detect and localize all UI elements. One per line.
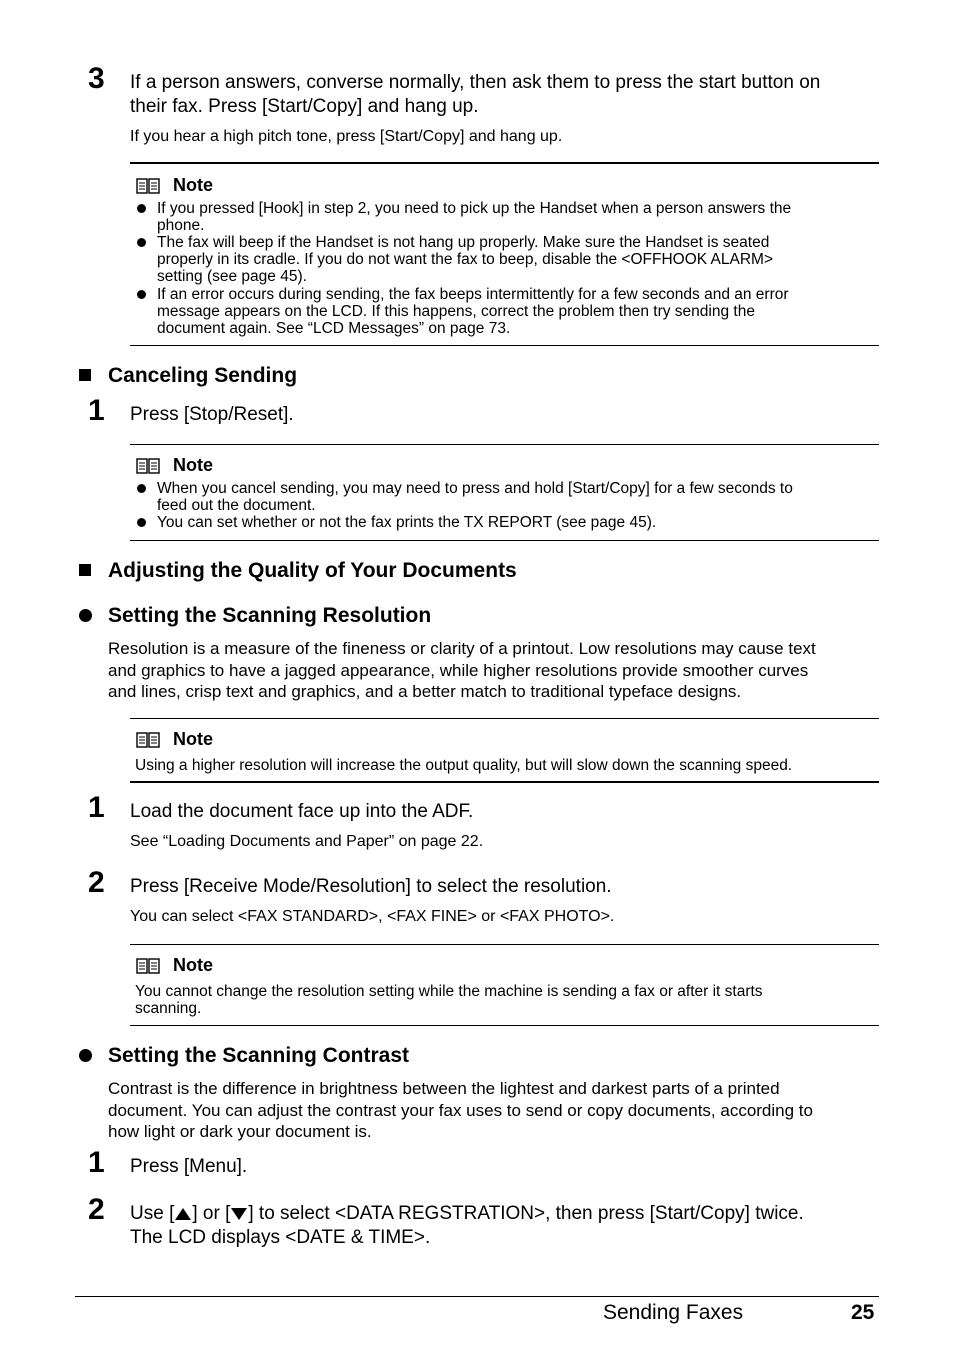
round-bullet-icon xyxy=(79,609,92,622)
paragraph-line: and lines, crisp text and graphics, and a better match to traditional typeface designs. xyxy=(108,682,742,701)
note-title: Note xyxy=(173,955,213,975)
paragraph-line: Contrast is the difference in brightness between the lightest and darkest parts of a printed xyxy=(108,1079,780,1098)
footer-section-title: Sending Faxes xyxy=(603,1301,744,1324)
paragraph-line: and graphics to have a jagged appearance, while higher resolutions provide smoother curves xyxy=(108,661,809,680)
note-title: Note xyxy=(173,729,213,749)
step-number: 2 xyxy=(88,866,105,899)
note-text: Using a higher resolution will increase the output quality, but will slow down the scanning speed. xyxy=(135,757,793,774)
note-item-line: properly in its cradle. If you do not want the fax to beep, disable the <OFFHOOK ALARM> xyxy=(157,251,774,268)
step-text: Press [Receive Mode/Resolution] to select the resolution. xyxy=(130,876,612,897)
paragraph-line: how light or dark your document is. xyxy=(108,1122,372,1141)
square-bullet-icon xyxy=(79,369,91,381)
book-icon xyxy=(136,178,160,194)
note-text-line: scanning. xyxy=(135,1000,202,1017)
step-subtext: See “Loading Documents and Paper” on page 22. xyxy=(130,833,484,850)
note-item-line: You can set whether or not the fax prints the TX REPORT (see page 45). xyxy=(157,514,657,531)
section-heading: Canceling Sending xyxy=(108,364,298,387)
note-top-rule xyxy=(130,162,879,164)
book-icon xyxy=(136,958,160,974)
step-subtext: You can select <FAX STANDARD>, <FAX FINE> or <FAX PHOTO>. xyxy=(130,908,615,925)
note-bottom-rule xyxy=(130,1025,879,1026)
note-top-rule xyxy=(130,944,879,945)
note-title: Note xyxy=(173,455,213,475)
note-item-line: If an error occurs during sending, the fax beeps intermittently for a few seconds and an error xyxy=(157,286,789,303)
round-bullet-icon xyxy=(79,1049,92,1062)
note-bottom-rule xyxy=(130,345,879,346)
step-text-line2: their fax. Press [Start/Copy] and hang up. xyxy=(130,96,479,117)
step-number: 1 xyxy=(88,394,105,427)
footer-rule xyxy=(75,1296,879,1297)
note-item-line: message appears on the LCD. If this happens, correct the problem then try sending the xyxy=(157,303,755,320)
subsection-heading: Setting the Scanning Contrast xyxy=(108,1044,410,1067)
note-item-line: document again. See “LCD Messages” on page 73. xyxy=(157,320,511,337)
note-bottom-rule xyxy=(130,540,879,541)
note-item-line: phone. xyxy=(157,217,205,234)
note-top-rule xyxy=(130,718,879,719)
step-text-line1: If a person answers, converse normally, then ask them to press the start button on xyxy=(130,72,821,93)
paragraph-line: Resolution is a measure of the fineness or clarity of a printout. Low resolutions may cause text xyxy=(108,639,816,658)
note-item-line: setting (see page 45). xyxy=(157,268,307,285)
step-number: 1 xyxy=(88,791,105,824)
paragraph-line: document. You can adjust the contrast your fax uses to send or copy documents, according to xyxy=(108,1101,813,1120)
step-text-line1 xyxy=(130,1202,804,1226)
bullet-icon xyxy=(137,484,146,493)
bullet-icon xyxy=(137,238,146,247)
note-item-line: The fax will beep if the Handset is not hang up properly. Make sure the Handset is seated xyxy=(157,234,770,251)
down-arrow-icon xyxy=(231,1208,247,1220)
note-text-line: You cannot change the resolution setting while the machine is sending a fax or after it starts xyxy=(135,983,763,1000)
step-number: 2 xyxy=(88,1193,105,1226)
step-number: 3 xyxy=(88,62,105,95)
step-text: Press [Menu]. xyxy=(130,1156,248,1177)
bullet-icon xyxy=(137,204,146,213)
step-number: 1 xyxy=(88,1146,105,1179)
square-bullet-icon xyxy=(79,564,91,576)
section-heading: Adjusting the Quality of Your Documents xyxy=(108,559,517,582)
up-arrow-icon xyxy=(175,1208,191,1220)
step-subtext: If you hear a high pitch tone, press [Start/Copy] and hang up. xyxy=(130,128,563,145)
step-text: Press [Stop/Reset]. xyxy=(130,404,294,425)
note-item-line: feed out the document. xyxy=(157,497,316,514)
subsection-heading: Setting the Scanning Resolution xyxy=(108,604,432,627)
step-text-part: Use [ xyxy=(130,1203,175,1224)
note-top-rule xyxy=(130,444,879,445)
step-text-line2: The LCD displays <DATE & TIME>. xyxy=(130,1227,431,1248)
note-title: Note xyxy=(173,175,213,195)
step-text-part: ] to select <DATA REGSTRATION>, then press [Start/Copy] twice. xyxy=(248,1203,804,1224)
book-icon xyxy=(136,732,160,748)
step-text: Load the document face up into the ADF. xyxy=(130,801,474,822)
note-bottom-rule xyxy=(130,781,879,783)
page-number: 25 xyxy=(851,1301,875,1324)
bullet-icon xyxy=(137,290,146,299)
note-item-line: If you pressed [Hook] in step 2, you need to pick up the Handset when a person answers the xyxy=(157,200,792,217)
book-icon xyxy=(136,458,160,474)
bullet-icon xyxy=(137,518,146,527)
note-item-line: When you cancel sending, you may need to press and hold [Start/Copy] for a few seconds to xyxy=(157,480,793,497)
step-text-part: ] or [ xyxy=(192,1203,231,1224)
